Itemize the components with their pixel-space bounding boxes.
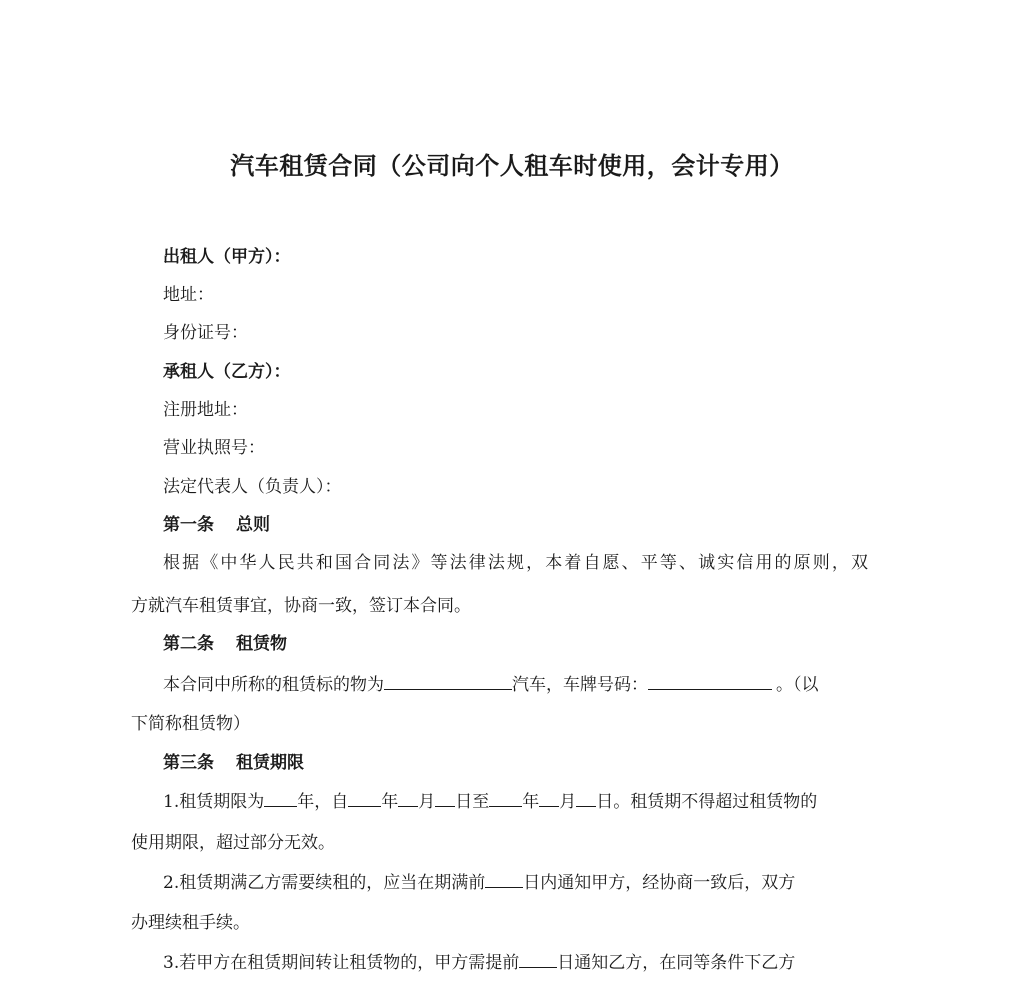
lessee-heading: 承租人（乙方）： — [163, 362, 291, 382]
transfer-notice-days-blank — [519, 951, 557, 968]
article-2-text-c: 。（以 — [776, 675, 819, 695]
clause-3-text-a: 3.若甲方在租赁期间转让租赁物的，甲方需提前 — [163, 953, 520, 973]
article-3-clause-2-line-2: 办理续租手续。 — [131, 913, 250, 933]
end-day-blank — [576, 790, 596, 807]
clause-2-text-b: 日内通知甲方，经协商一致后，双方 — [523, 873, 796, 893]
article-3-clause-1-line-1 — [163, 790, 817, 813]
end-month-blank — [539, 790, 559, 807]
article-1-paragraph-line-1: 根据《中华人民共和国合同法》等法律法规，本着自愿、平等、诚实信用的原则，双 — [163, 553, 868, 573]
article-2-heading — [163, 633, 287, 655]
article-2-name: 租赁物 — [236, 634, 287, 654]
article-3-name: 租赁期限 — [236, 753, 304, 773]
article-2-text-a: 本合同中所称的租赁标的物为 — [163, 675, 384, 695]
lessor-id-number-label: 身份证号： — [163, 323, 248, 343]
lessor-heading: 出租人（甲方）： — [163, 247, 291, 267]
clause-1-text-f: 年 — [522, 792, 540, 812]
article-3-number: 第三条 — [163, 753, 214, 773]
article-1-heading — [163, 514, 270, 536]
end-year-blank — [489, 790, 522, 807]
clause-1-text-h: 日。租赁期不得超过租赁物的 — [596, 792, 818, 812]
clause-1-text-b: 年，自 — [297, 792, 349, 812]
article-1-name: 总则 — [236, 515, 270, 535]
plate-number-blank — [648, 673, 772, 690]
clause-2-text-a: 2.租赁期满乙方需要续租的，应当在期满前 — [163, 873, 486, 893]
lessee-registered-address-label: 注册地址： — [163, 400, 248, 420]
lessee-legal-rep-label: 法定代表人（负责人）： — [163, 477, 342, 497]
lessee-license-number-label: 营业执照号： — [163, 438, 265, 458]
renewal-notice-days-blank — [485, 871, 523, 888]
article-2-line-1 — [163, 673, 819, 696]
article-3-clause-1-line-2: 使用期限，超过部分无效。 — [131, 833, 335, 853]
vehicle-model-blank — [384, 673, 512, 690]
article-2-line-2: 下简称租赁物） — [131, 714, 250, 734]
start-day-blank — [435, 790, 455, 807]
clause-1-text-g: 月 — [559, 792, 577, 812]
article-2-number: 第二条 — [163, 634, 214, 654]
start-year-blank — [348, 790, 381, 807]
article-1-paragraph-line-2: 方就汽车租赁事宜，协商一致，签订本合同。 — [131, 596, 471, 616]
article-3-clause-2-line-1 — [163, 871, 795, 894]
clause-1-text-c: 年 — [381, 792, 399, 812]
term-years-blank — [264, 790, 297, 807]
article-2-text-b: 汽车，车牌号码： — [512, 675, 648, 695]
article-3-clause-3-line-1 — [163, 951, 795, 974]
clause-1-text-d: 月 — [418, 792, 436, 812]
article-3-heading — [163, 752, 304, 774]
lessor-address-label: 地址： — [163, 285, 214, 305]
contract-title: 汽车租赁合同（公司向个人租车时使用，会计专用） — [230, 152, 794, 180]
clause-1-text-a: 1.租赁期限为 — [163, 792, 265, 812]
clause-3-text-b: 日通知乙方，在同等条件下乙方 — [557, 953, 796, 973]
start-month-blank — [398, 790, 418, 807]
article-1-number: 第一条 — [163, 515, 214, 535]
clause-1-text-e: 日至 — [455, 792, 490, 812]
